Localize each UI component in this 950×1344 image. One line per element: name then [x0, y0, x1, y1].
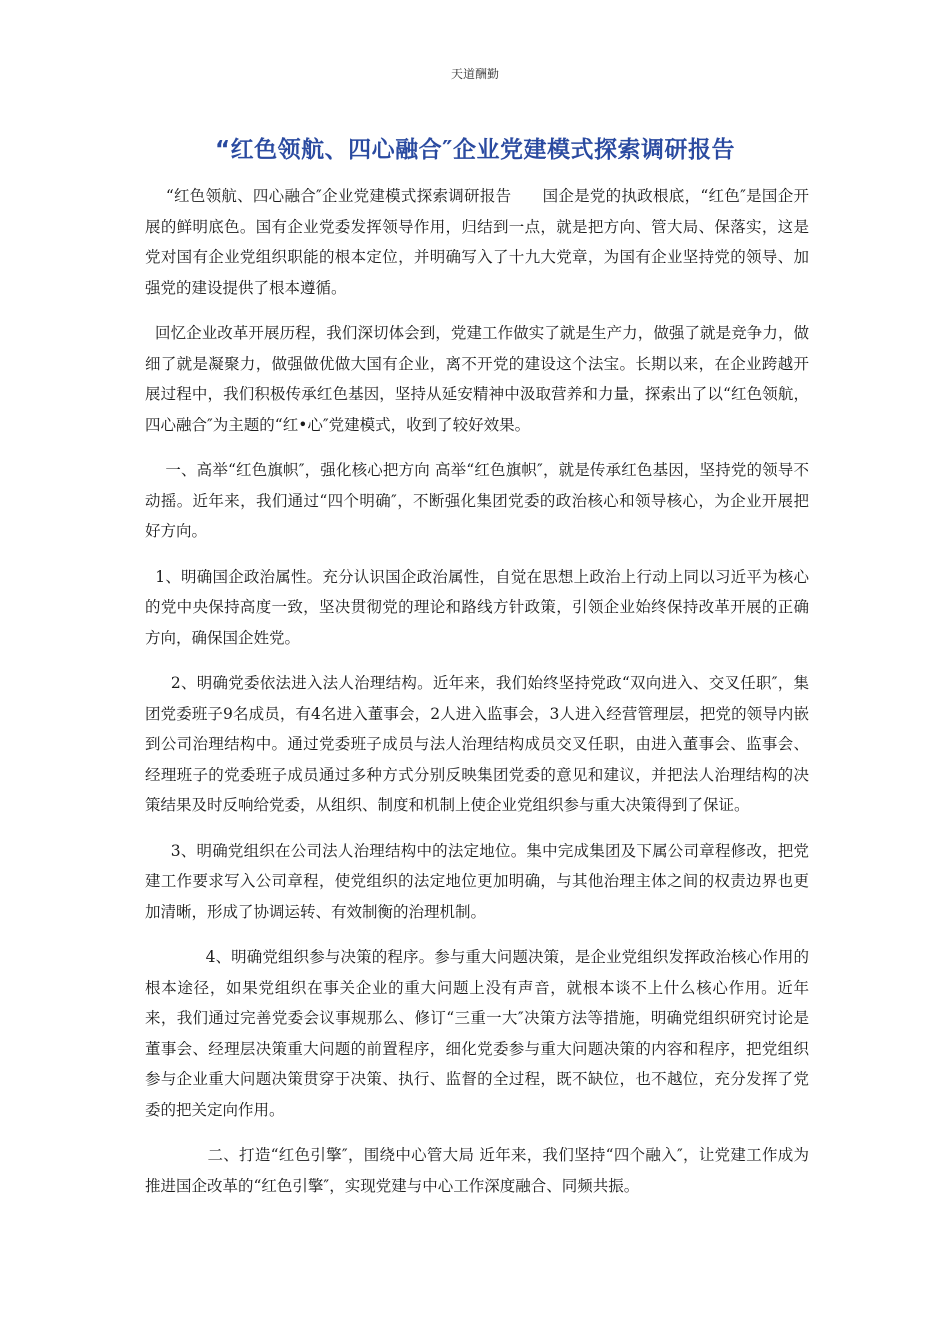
paragraph: 一、高举“红色旗帜″，强化核心把方向 高举“红色旗帜″，就是传承红色基因，坚持党的领导不动摇。近年来，我们通过“四个明确″，不断强化集团党委的政治核心和领导核心，为企业开展把好方向。 [145, 461, 809, 540]
document-body [145, 181, 809, 1201]
paragraph: “红色领航、四心融合″企业党建模式探索调研报告 国企是党的执政根底，“红色″是国企开展的鲜明底色。国有企业党委发挥领导作用，归结到一点，就是把方向、管大局、保落实，这是党对国有企业党组织职能的根本定位，并明确写入了十九大党章，为国有企业坚持党的领导、加强党的建设提供了根本遵循。 [145, 187, 809, 297]
paragraph: 回忆企业改革开展历程，我们深切体会到，党建工作做实了就是生产力，做强了就是竞争力，做细了就是凝聚力，做强做优做大国有企业，离不开党的建设这个法宝。长期以来，在企业跨越开展过程中，我们积极传承红色基因，坚持从延安精神中汲取营养和力量，探索出了以“红色领航，四心融合″为主题的“红•心″党建模式，收到了较好效果。 [145, 324, 809, 434]
page-header: 天道酬勤 [450, 67, 499, 81]
paragraph: 3、明确党组织在公司法人治理结构中的法定地位。集中完成集团及下属公司章程修改，把党建工作要求写入公司章程，使党组织的法定地位更加明确，与其他治理主体之间的权责边界也更加清晰，形成了协调运转、有效制衡的治理机制。 [145, 841, 809, 921]
paragraph: 2、明确党委依法进入法人治理结构。近年来，我们始终坚持党政“双向进入、交叉任职″，集团党委班子9名成员，有4名进入董事会，2人进入监事会，3人进入经营管理层，把党的领导内嵌到公司治理结构中。通过党委班子成员与法人治理结构成员交叉任职，由进入董事会、监事会、经理班子的党委班子成员通过多种方式分别反映集团党委的意见和建议，并把法人治理结构的决策结果及时反响给党委，从组织、制度和机制上使企业党组织参与重大决策得到了保证。 [145, 674, 809, 814]
document-title: “红色领航、四心融合″企业党建模式探索调研报告 [215, 137, 735, 163]
paragraph: 4、明确党组织参与决策的程序。参与重大问题决策，是企业党组织发挥政治核心作用的根本途径，如果党组织在事关企业的重大问题上没有声音，就根本谈不上什么核心作用。近年来，我们通过完善党委会议事规那么、修订“三重一大″决策方法等措施，明确党组织研究讨论是董事会、经理层决策重大问题的前置程序，细化党委参与重大问题决策的内容和程序，把党组织参与企业重大问题决策贯穿于决策、执行、监督的全过程，既不缺位，也不越位，充分发挥了党委的把关定向作用。 [145, 948, 810, 1119]
paragraph: 1、明确国企政治属性。充分认识国企政治属性，自觉在思想上政治上行动上同以习近平为核心的党中央保持高度一致，坚决贯彻党的理论和路线方针政策，引领企业始终保持改革开展的正确方向，确保国企姓党。 [145, 567, 809, 647]
paragraph: 二、打造“红色引擎″，围绕中心管大局 近年来，我们坚持“四个融入″，让党建工作成为推进国企改革的“红色引擎″，实现党建与中心工作深度融合、同频共振。 [145, 1146, 810, 1195]
